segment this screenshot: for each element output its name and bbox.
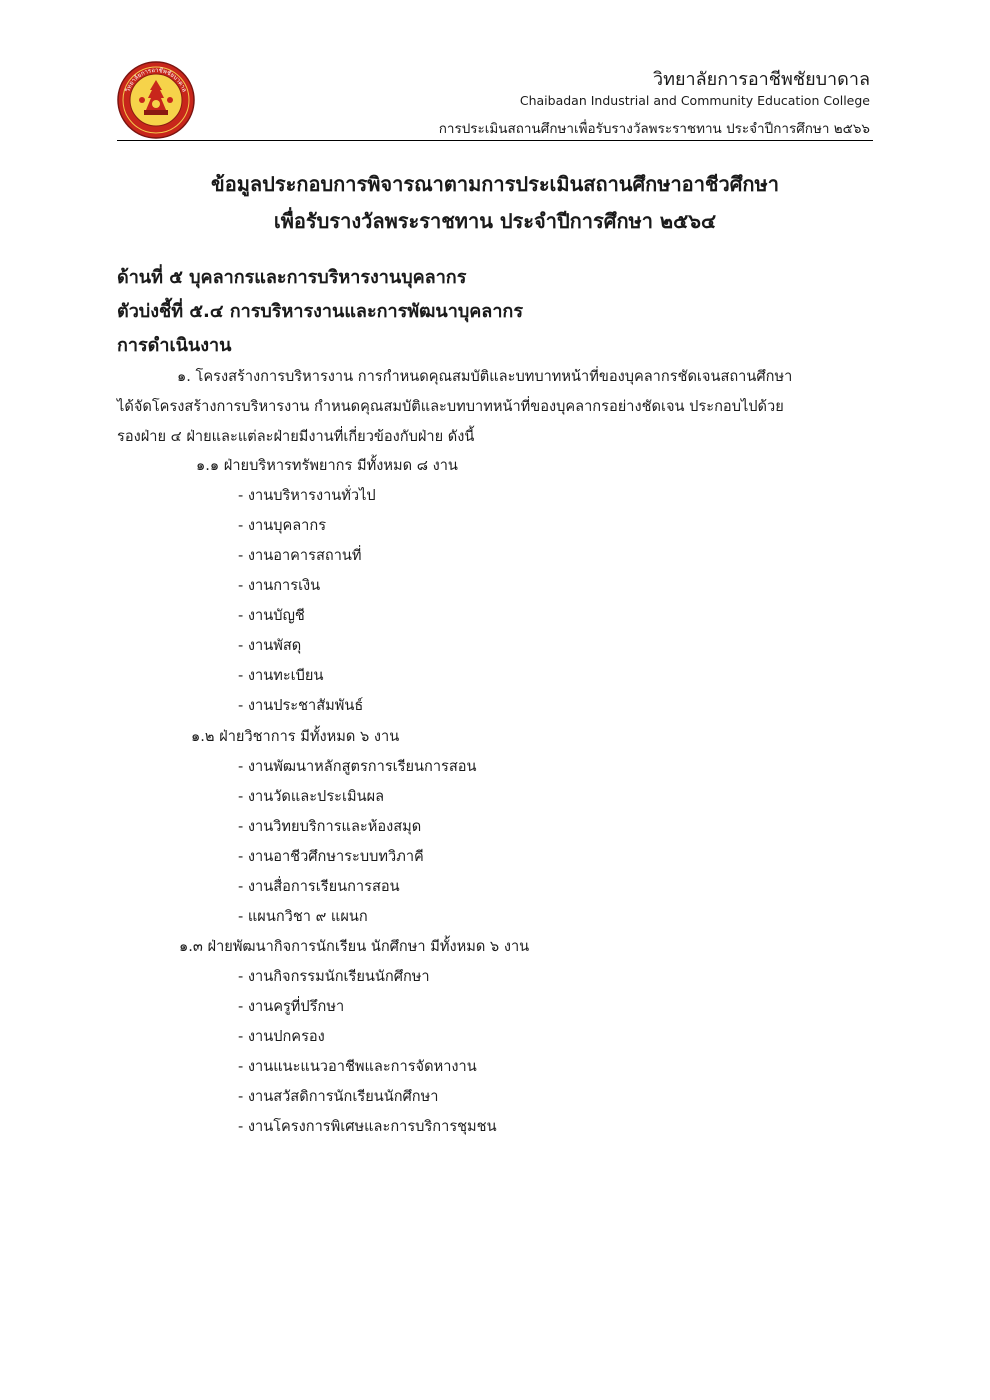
aspect-heading: ด้านที่ ๕ บุคลากรและการบริหารงานบุคลากร xyxy=(117,267,467,288)
section-title-student-affairs: ๑.๓ ฝ่ายพัฒนากิจการนักเรียน นักศึกษา มีทั้งหมด ๖ งาน xyxy=(179,938,530,955)
document-title-line1: ข้อมูลประกอบการพิจารณาตามการประเมินสถานศึกษาอาชีวศึกษา xyxy=(211,172,779,196)
list-item: - งานประชาสัมพันธ์ xyxy=(238,697,364,714)
list-item: - งานบัญชี xyxy=(238,607,305,624)
list-item: - งานอาคารสถานที่ xyxy=(238,547,362,564)
paragraph-line: รองฝ่าย ๔ ฝ่ายและแต่ละฝ่ายมีงานที่เกี่ยวข้องกับฝ่าย ดังนี้ xyxy=(117,428,475,445)
college-name-english: Chaibadan Industrial and Community Education College xyxy=(519,93,870,108)
college-name-thai: วิทยาลัยการอาชีพชัยบาดาล xyxy=(652,69,870,90)
list-item: - งานแนะแนวอาชีพและการจัดหางาน xyxy=(238,1058,477,1075)
paragraph-line: ๑. โครงสร้างการบริหารงาน การกำหนดคุณสมบัติและบทบาทหน้าที่ของบุคลากรชัดเจนสถานศึกษา xyxy=(177,368,793,385)
list-item: - งานโครงการพิเศษและการบริการชุมชน xyxy=(238,1118,497,1135)
list-item: - งานพัสดุ xyxy=(238,637,302,654)
logo-ring-text: วิทยาลัยการอาชีพชัยบาดาล xyxy=(124,66,188,94)
operation-heading: การดำเนินงาน xyxy=(117,335,232,356)
list-item: - งานบุคลากร xyxy=(238,517,327,534)
paragraph-line: ได้จัดโครงสร้างการบริหารงาน กำหนดคุณสมบัติและบทบาทหน้าที่ของบุคลากรอย่างชัดเจน ประกอบไปด้วย xyxy=(117,398,784,415)
list-item: - งานวิทยบริการและห้องสมุด xyxy=(238,818,422,835)
section-title-resources: ๑.๑ ฝ่ายบริหารทรัพยากร มีทั้งหมด ๘ งาน xyxy=(196,457,458,474)
section-title-academic: ๑.๒ ฝ่ายวิชาการ มีทั้งหมด ๖ งาน xyxy=(191,728,400,745)
document-title-line2: เพื่อรับรางวัลพระราชทาน ประจำปีการศึกษา ๒๕๖๔ xyxy=(273,209,717,233)
college-logo xyxy=(116,60,196,140)
header-subtitle: การประเมินสถานศึกษาเพื่อรับรางวัลพระราชทาน ประจำปีการศึกษา ๒๕๖๖ xyxy=(438,121,870,137)
list-item: - งานทะเบียน xyxy=(238,667,324,684)
list-item: - งานบริหารงานทั่วไป xyxy=(238,487,376,504)
list-item: - งานครูที่ปรึกษา xyxy=(238,998,345,1015)
list-item: - งานปกครอง xyxy=(238,1028,325,1045)
list-item: - งานอาชีวศึกษาระบบทวิภาคี xyxy=(238,848,424,865)
intro-paragraph xyxy=(117,362,873,452)
list-item: - งานการเงิน xyxy=(238,577,321,594)
list-item: - งานสวัสดิการนักเรียนนักศึกษา xyxy=(238,1088,439,1105)
list-item: - งานสื่อการเรียนการสอน xyxy=(238,878,400,895)
list-item: - งานพัฒนาหลักสูตรการเรียนการสอน xyxy=(238,758,477,775)
list-item: - งานวัดและประเมินผล xyxy=(238,788,385,805)
indicator-heading: ตัวบ่งชี้ที่ ๕.๔ การบริหารงานและการพัฒนาบุคลากร xyxy=(117,301,524,322)
header-divider xyxy=(117,140,873,141)
list-item: - แผนกวิชา ๙ แผนก xyxy=(238,908,368,925)
list-item: - งานกิจกรรมนักเรียนนักศึกษา xyxy=(238,968,430,985)
